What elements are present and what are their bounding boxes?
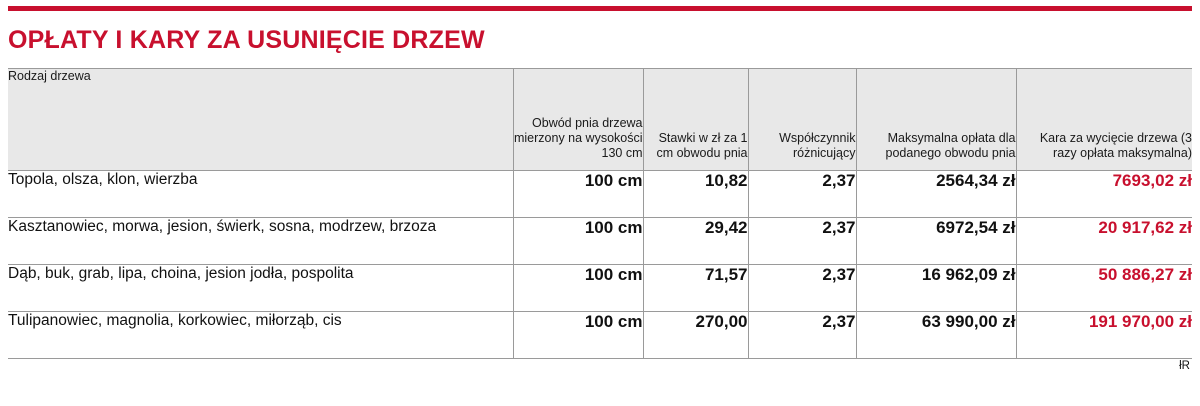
cell-circumference: 100 cm <box>513 312 643 359</box>
cell-species: Kasztanowiec, morwa, jesion, świerk, sosna, modrzew, brzoza <box>8 218 513 265</box>
cell-species: Topola, olsza, klon, wierzba <box>8 171 513 218</box>
cell-rate: 10,82 <box>643 171 748 218</box>
cell-factor: 2,37 <box>748 218 856 265</box>
cell-species: Dąb, buk, grab, lipa, choina, jesion jodła, pospolita <box>8 265 513 312</box>
cell-max-fee: 63 990,00 zł <box>856 312 1016 359</box>
column-header-max-fee: Maksymalna opłata dla podanego obwodu pnia <box>856 69 1016 171</box>
column-header-factor: Współczynnik różnicujący <box>748 69 856 171</box>
cell-penalty: 191 970,00 zł <box>1016 312 1192 359</box>
cell-rate: 71,57 <box>643 265 748 312</box>
table-row <box>8 312 1192 359</box>
table-header-row <box>8 69 1192 171</box>
fees-table <box>8 68 1192 359</box>
cell-penalty: 20 917,62 zł <box>1016 218 1192 265</box>
cell-factor: 2,37 <box>748 171 856 218</box>
cell-max-fee: 16 962,09 zł <box>856 265 1016 312</box>
table-row <box>8 171 1192 218</box>
cell-factor: 2,37 <box>748 312 856 359</box>
cell-max-fee: 6972,54 zł <box>856 218 1016 265</box>
top-accent-rule <box>8 6 1192 11</box>
cell-factor: 2,37 <box>748 265 856 312</box>
page-title: OPŁATY I KARY ZA USUNIĘCIE DRZEW <box>8 26 485 54</box>
cell-penalty: 50 886,27 zł <box>1016 265 1192 312</box>
table-row <box>8 265 1192 312</box>
author-credit: łR <box>1179 360 1190 372</box>
cell-circumference: 100 cm <box>513 171 643 218</box>
cell-circumference: 100 cm <box>513 265 643 312</box>
column-header-penalty: Kara za wycięcie drzewa (3 razy opłata maksymalna) <box>1016 69 1192 171</box>
cell-penalty: 7693,02 zł <box>1016 171 1192 218</box>
cell-species: Tulipanowiec, magnolia, korkowiec, miłorząb, cis <box>8 312 513 359</box>
cell-rate: 29,42 <box>643 218 748 265</box>
cell-circumference: 100 cm <box>513 218 643 265</box>
cell-max-fee: 2564,34 zł <box>856 171 1016 218</box>
table-header <box>8 69 1192 171</box>
table-body <box>8 171 1192 359</box>
cell-rate: 270,00 <box>643 312 748 359</box>
column-header-circumference: Obwód pnia drzewa mierzony na wysokości 130 cm <box>513 69 643 171</box>
column-header-rate: Stawki w zł za 1 cm obwodu pnia <box>643 69 748 171</box>
table-row <box>8 218 1192 265</box>
column-header-species: Rodzaj drzewa <box>8 69 513 171</box>
